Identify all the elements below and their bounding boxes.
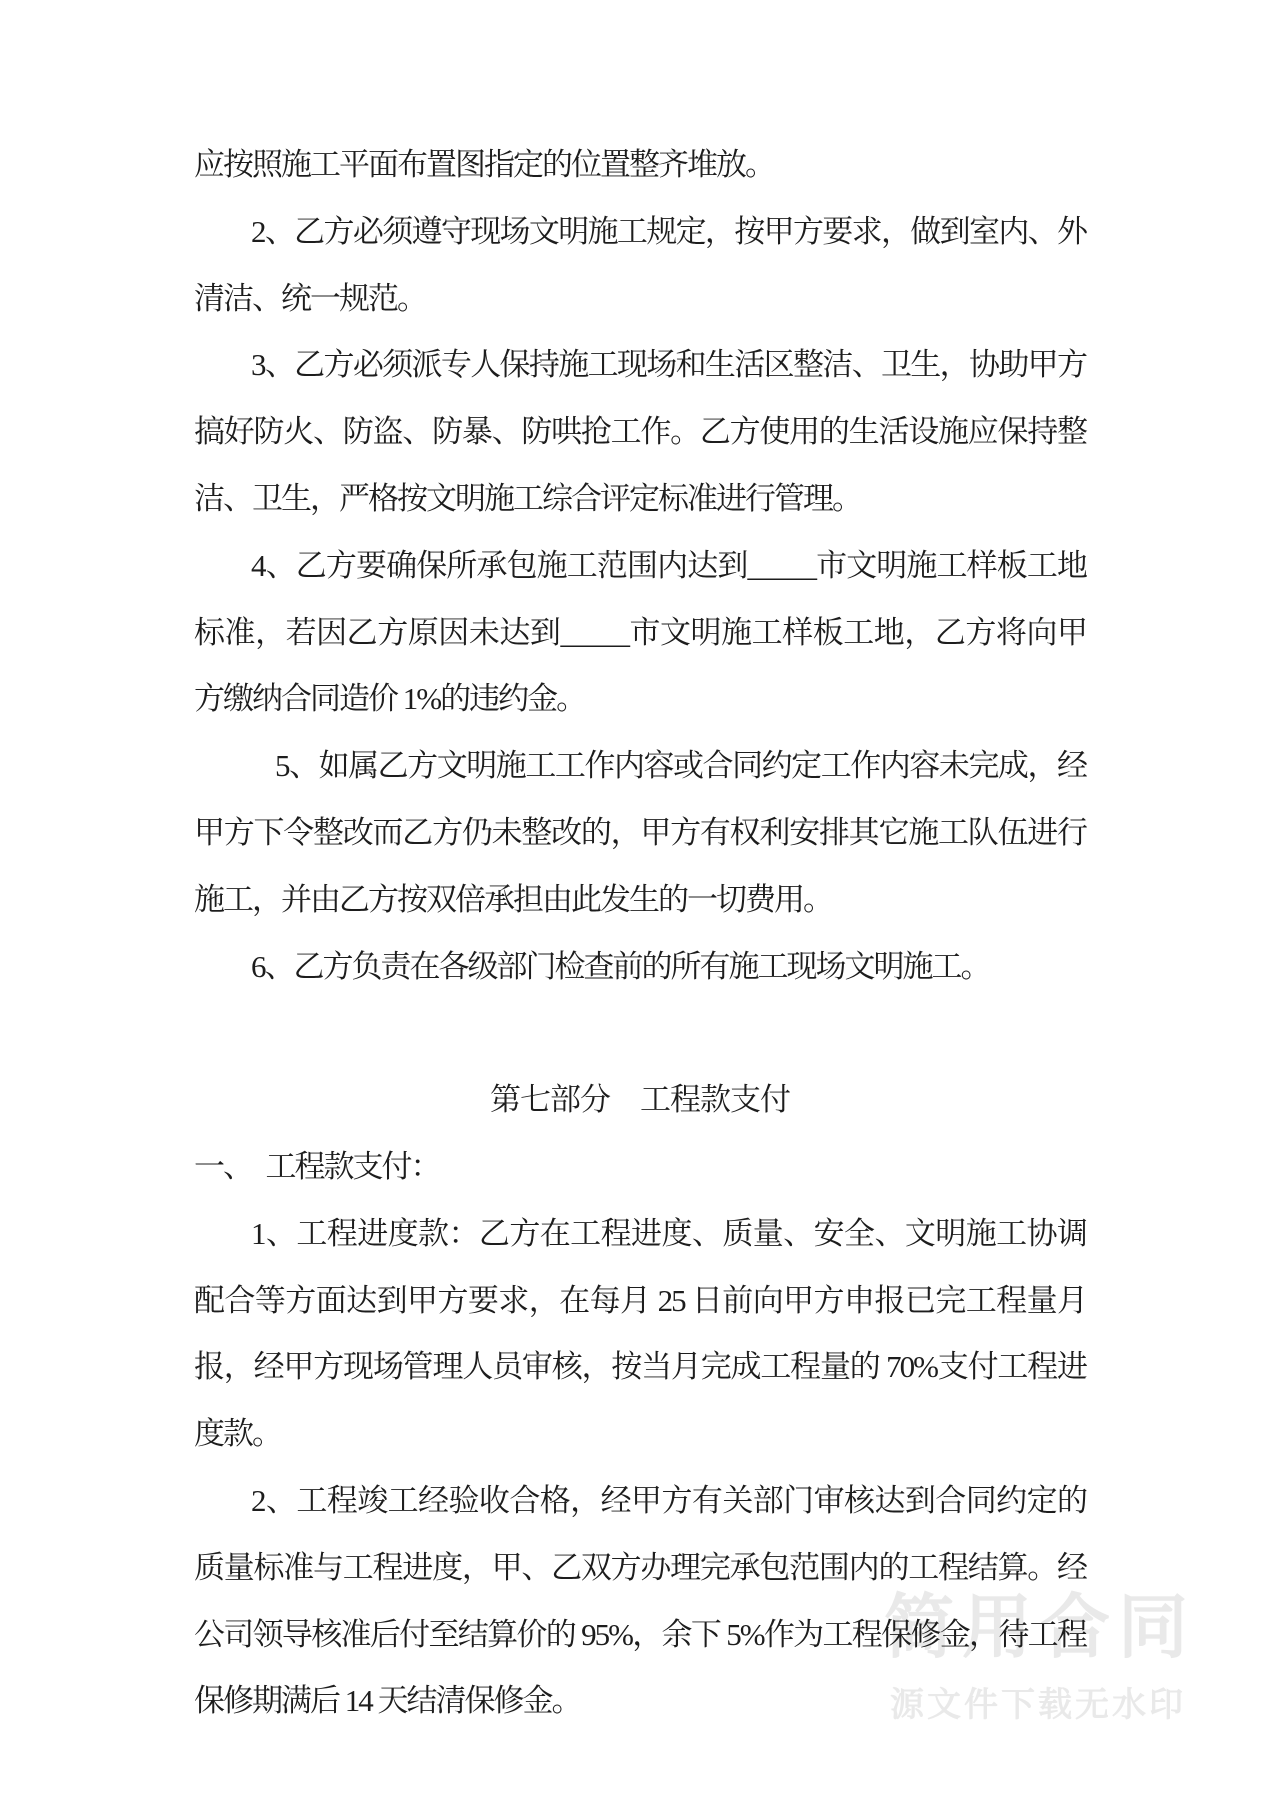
text-line: 标准，若因乙方原因未达到_____市文明施工样板工地，乙方将向甲: [194, 614, 1086, 650]
text-line: 2、工程竣工经验收合格，经甲方有关部门审核达到合同约定的: [251, 1482, 1086, 1518]
text-line: 1、工程进度款：乙方在工程进度、质量、安全、文明施工协调: [251, 1215, 1086, 1251]
text-line: 洁、卫生，严格按文明施工综合评定标准进行管理。: [194, 480, 861, 516]
text-line: 保修期满后 14 天结清保修金。: [194, 1683, 581, 1719]
text-line: 公司领导核准后付至结算价的 95%，余下 5%作为工程保修金，待工程: [194, 1616, 1086, 1652]
text-line: 报，经甲方现场管理人员审核，按当月完成工程量的 70%支付工程进: [194, 1349, 1086, 1385]
section-heading: 第七部分 工程款支付: [490, 1082, 790, 1118]
text-line: 一、 工程款支付：: [194, 1148, 440, 1184]
contract-text-body: [194, 132, 1086, 1735]
text-line: 配合等方面达到甲方要求，在每月 25 日前向甲方申报已完工程量月: [194, 1282, 1086, 1318]
watermark-tagline-text: 源文件下载无水印: [890, 1686, 1186, 1724]
text-line: 质量标准与工程进度，甲、乙双方办理完承包范围内的工程结算。经: [194, 1549, 1086, 1585]
watermark-brand-text: 简用合同: [884, 1588, 1196, 1666]
text-line: 5、如属乙方文明施工工作内容或合同约定工作内容未完成，经: [275, 748, 1086, 784]
text-line: 2、乙方必须遵守现场文明施工规定，按甲方要求，做到室内、外: [251, 213, 1086, 249]
text-line: 度款。: [194, 1416, 281, 1452]
text-line: 3、乙方必须派专人保持施工现场和生活区整洁、卫生，协助甲方: [251, 347, 1086, 383]
text-line: 应按照施工平面布置图指定的位置整齐堆放。: [194, 147, 774, 182]
text-line: 方缴纳合同造价 1%的违约金。: [194, 681, 586, 717]
text-line: 6、乙方负责在各级部门检查前的所有施工现场文明施工。: [251, 948, 990, 984]
text-line: 4、乙方要确保所承包施工范围内达到_____市文明施工样板工地: [251, 547, 1086, 583]
text-line: 搞好防火、防盗、防暴、防哄抢工作。乙方使用的生活设施应保持整: [194, 414, 1086, 450]
text-line: 甲方下令整改而乙方仍未整改的，甲方有权利安排其它施工队伍进行: [194, 814, 1086, 850]
text-line: 施工，并由乙方按双倍承担由此发生的一切费用。: [194, 881, 832, 917]
blank-line: [194, 1000, 1086, 1067]
text-line: 清洁、统一规范。: [194, 280, 426, 316]
